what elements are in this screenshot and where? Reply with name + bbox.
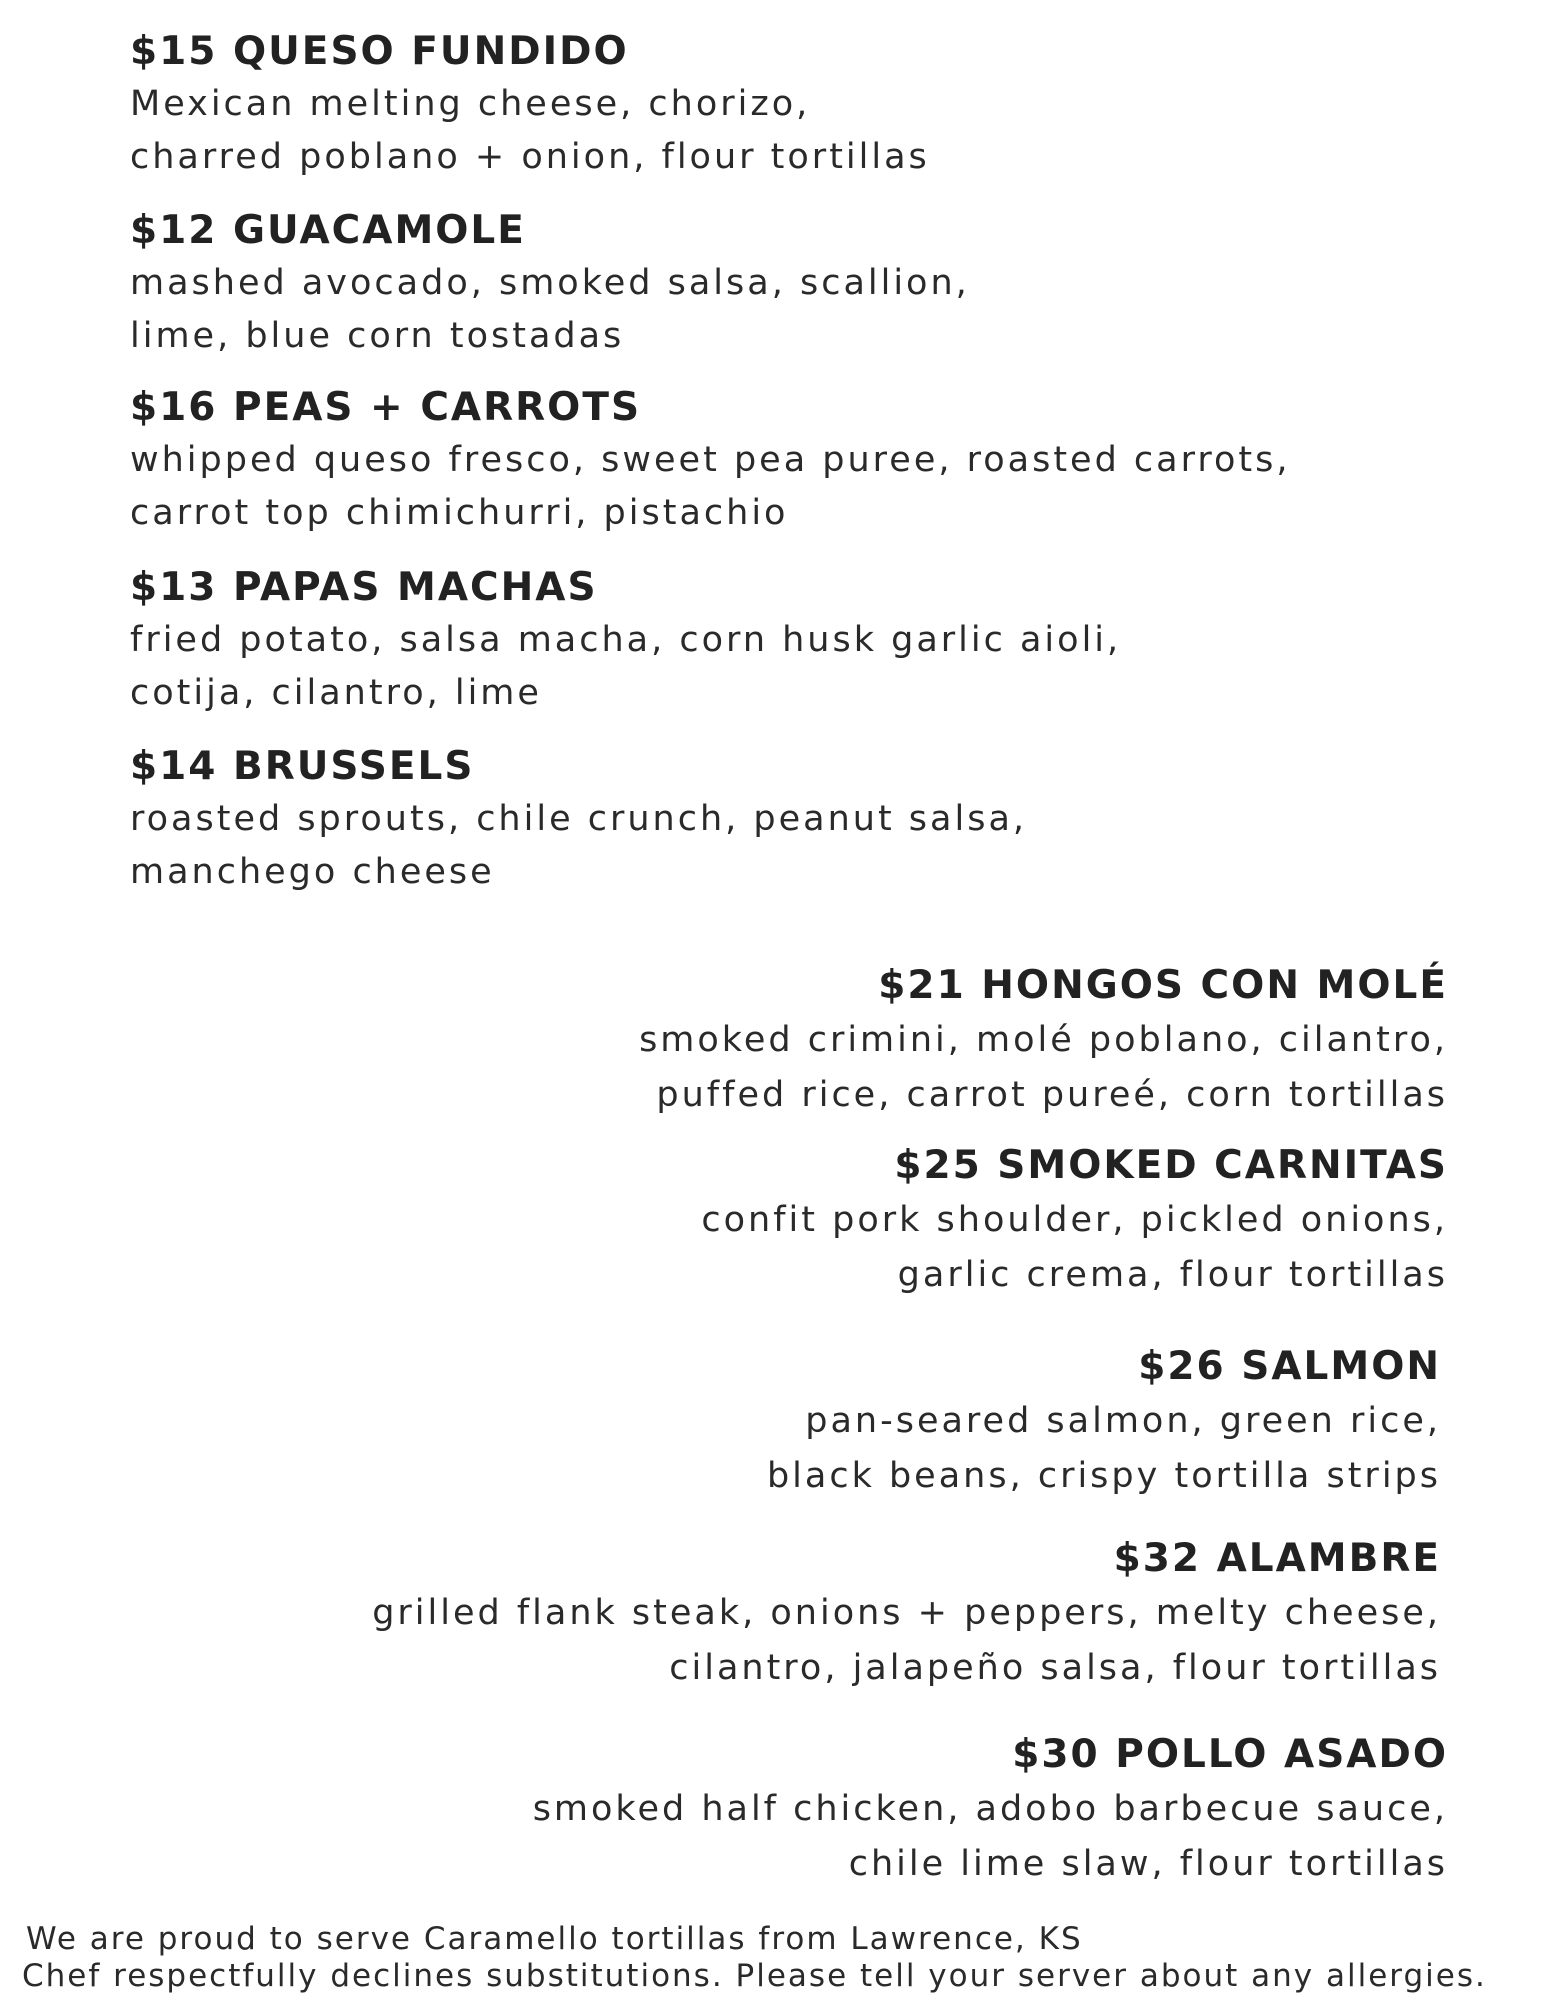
- item-description-line: carrot top chimichurri, pistachio: [130, 493, 789, 533]
- item-name: $21 HONGOS CON MOLÉ: [878, 963, 1448, 1008]
- section-title-vertical: [0, 1120, 220, 1920]
- menu-item-guacamole: [130, 205, 970, 363]
- item-description-line: lime, blue corn tostadas: [130, 316, 625, 356]
- item-description-line: smoked half chicken, adobo barbecue sauce,: [532, 1789, 1448, 1829]
- menu-item-pollo-asado: [533, 1729, 1448, 1891]
- item-name: $25 SMOKED CARNITAS: [894, 1143, 1448, 1188]
- item-description-line: chile lime slaw, flour tortillas: [848, 1844, 1448, 1884]
- item-description-line: manchego cheese: [130, 852, 495, 892]
- menu-item-salmon: [767, 1341, 1441, 1503]
- menu-item-hongos-con-mole: [639, 960, 1448, 1122]
- item-description-line: Mexican melting cheese, chorizo,: [130, 84, 811, 124]
- item-description-line: grilled flank steak, onions + peppers, melty cheese,: [372, 1593, 1441, 1633]
- menu-item-papas-machas: [130, 562, 1121, 720]
- footer-note-tortillas: We are proud to serve Caramello tortillas from Lawrence, KS: [26, 1921, 1083, 1957]
- menu-item-brussels: [130, 741, 1027, 899]
- menu-item-alambre: [372, 1533, 1441, 1695]
- item-description-line: pan-seared salmon, green rice,: [805, 1401, 1441, 1441]
- item-name: $12 GUACAMOLE: [130, 208, 526, 253]
- item-name: $14 BRUSSELS: [130, 744, 475, 789]
- item-description-line: puffed rice, carrot pureé, corn tortillas: [656, 1075, 1448, 1115]
- item-name: $15 QUESO FUNDIDO: [130, 29, 629, 74]
- item-name: $30 POLLO ASADO: [1012, 1732, 1448, 1777]
- item-description-line: confit pork shoulder, pickled onions,: [701, 1200, 1448, 1240]
- item-description-line: cilantro, jalapeño salsa, flour tortillas: [669, 1648, 1441, 1688]
- item-name: $16 PEAS + CARROTS: [130, 385, 642, 430]
- item-description-line: whipped queso fresco, sweet pea puree, roasted carrots,: [130, 440, 1291, 480]
- menu-item-peas-carrots: [130, 382, 1291, 540]
- menu-item-smoked-carnitas: [701, 1140, 1448, 1302]
- item-description-line: roasted sprouts, chile crunch, peanut salsa,: [130, 799, 1028, 839]
- item-name: $32 ALAMBRE: [1113, 1536, 1441, 1581]
- menu-item-queso-fundido: [130, 26, 930, 184]
- item-name: $26 SALMON: [1138, 1344, 1441, 1389]
- item-description-line: garlic crema, flour tortillas: [897, 1255, 1448, 1295]
- item-description-line: black beans, crispy tortilla strips: [766, 1456, 1441, 1496]
- item-name: $13 PAPAS MACHAS: [130, 565, 598, 610]
- item-description-line: charred poblano + onion, flour tortillas: [130, 137, 930, 177]
- item-description-line: mashed avocado, smoked salsa, scallion,: [130, 263, 970, 303]
- footer-note-allergies: Chef respectfully declines substitutions. Please tell your server about any allergies.: [22, 1958, 1487, 1994]
- item-description-line: cotija, cilantro, lime: [130, 673, 542, 713]
- item-description-line: smoked crimini, molé poblano, cilantro,: [639, 1020, 1448, 1060]
- item-description-line: fried potato, salsa macha, corn husk garlic aioli,: [130, 620, 1122, 660]
